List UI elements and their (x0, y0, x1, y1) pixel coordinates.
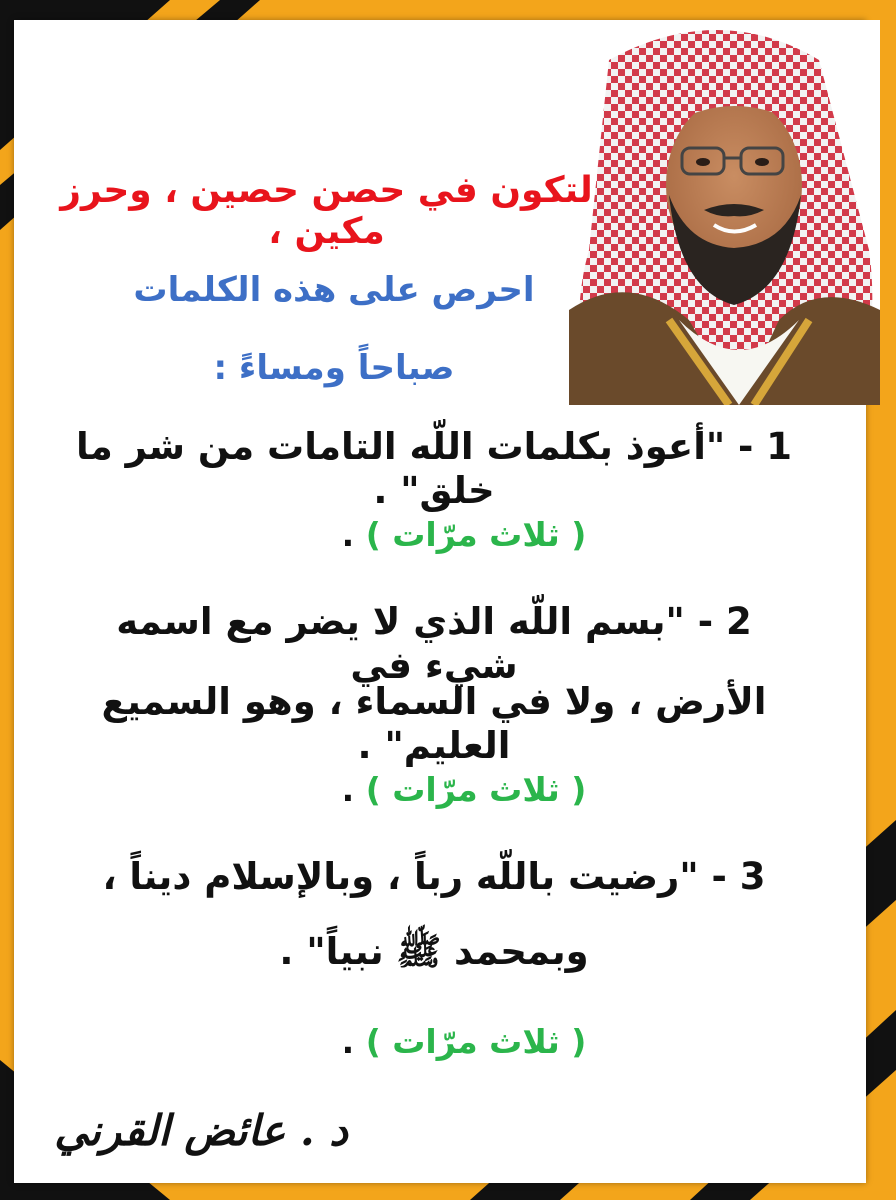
item-2-line-2: الأرض ، ولا في السماء ، وهو السميع العليم" . (101, 680, 767, 768)
item-2-repeat-text: ( ثلاث مرّات ) (365, 770, 587, 809)
item-2-line-1: 2 - "بسم اللّه الذي لا يضر مع اسمه شيء في (116, 600, 752, 688)
item-1-repeat-period: . (341, 515, 355, 554)
item-3-repeat-text: ( ثلاث مرّات ) (365, 1022, 587, 1061)
author-signature: د . عائض القرني (54, 1106, 348, 1155)
item-1-line-1: 1 - "أعوذ بكلمات اللّه التامات من شر ما خلق" . (75, 425, 793, 513)
content-card (14, 20, 866, 1183)
item-3-line-2: وبمحمد ﷺ نبياً" . (279, 930, 589, 973)
headline-red: لتكون في حصن حصين ، وحرز مكين ، (60, 170, 593, 252)
portrait-image (569, 20, 880, 405)
headline-blue-2: صباحاً ومساءً : (213, 348, 455, 388)
headline-blue-1: احرص على هذه الكلمات (133, 270, 535, 310)
item-2-repeat (274, 770, 654, 809)
item-3-repeat (274, 1022, 654, 1061)
item-3-repeat-period: . (341, 1022, 355, 1061)
item-1-repeat-text: ( ثلاث مرّات ) (365, 515, 587, 554)
item-2-repeat-period: . (341, 770, 355, 809)
item-1-repeat (274, 515, 654, 554)
item-3-line-1: 3 - "رضيت باللّه رباً ، وبالإسلام ديناً ، (102, 855, 766, 898)
